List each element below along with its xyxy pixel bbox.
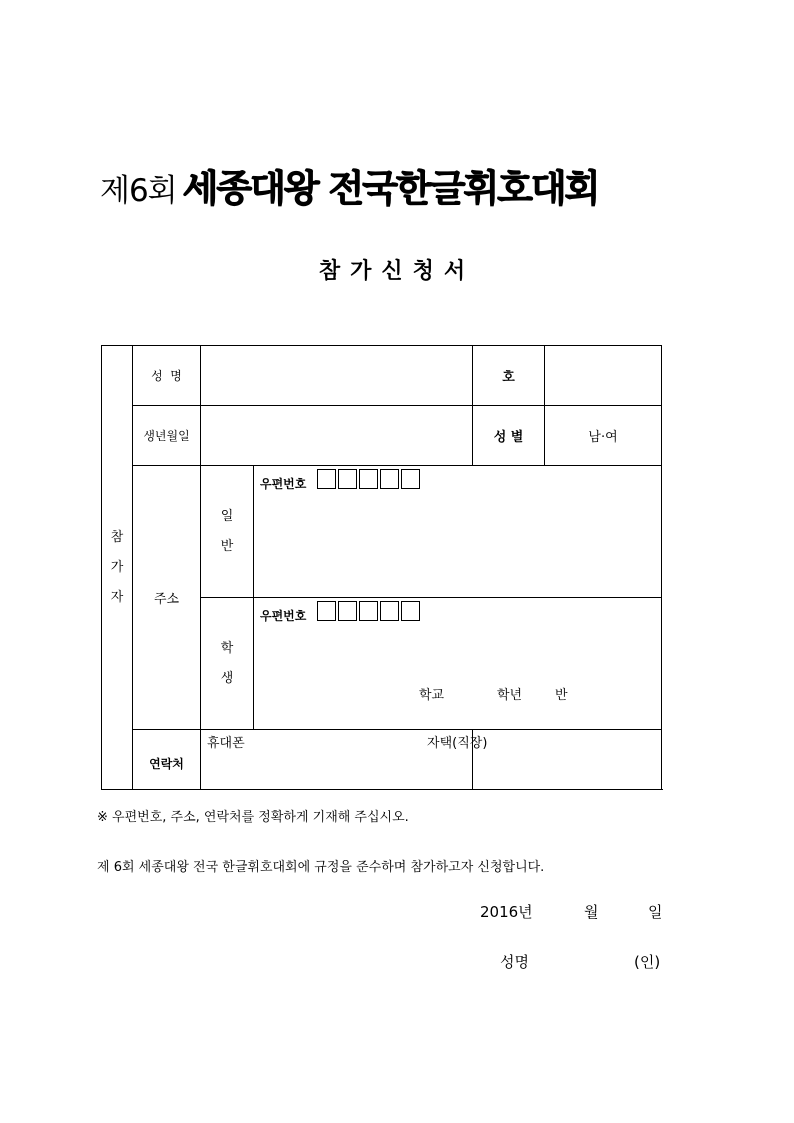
title-prefix: 제6회	[100, 173, 177, 209]
application-form-table	[101, 345, 662, 790]
ho-label: 호	[473, 346, 545, 406]
postal-code-label: 우편번호	[260, 477, 307, 491]
side-label-char: 참	[110, 529, 124, 545]
general-label	[201, 466, 254, 598]
mobile-label: 휴대폰	[207, 736, 245, 751]
contact-label: 연락처	[133, 730, 201, 790]
student-address-cell[interactable]	[254, 598, 662, 730]
school-label: 학교	[419, 688, 445, 703]
postal-digit-box[interactable]	[401, 601, 420, 621]
side-label-char: 가	[110, 559, 124, 575]
student-label-char: 학	[220, 640, 234, 656]
date-day: 일	[648, 903, 663, 921]
postal-code-boxes[interactable]	[317, 469, 422, 489]
name-input-cell[interactable]	[201, 346, 473, 406]
date-year: 2016년	[480, 903, 533, 921]
birth-label: 생년월일	[133, 406, 201, 466]
mobile-cell[interactable]	[201, 730, 473, 790]
postal-digit-box[interactable]	[380, 469, 399, 489]
student-label-char: 생	[220, 670, 234, 686]
title-main: 세종대왕 전국한글휘호대회	[182, 167, 599, 210]
postal-digit-box[interactable]	[359, 601, 378, 621]
contest-title	[100, 158, 680, 208]
grade-label: 학년	[497, 688, 523, 703]
form-subtitle: 참가신청서	[318, 259, 476, 284]
postal-digit-box[interactable]	[359, 469, 378, 489]
notice-text: ※ 우편번호, 주소, 연락처를 정확하게 기재해 주십시오.	[97, 810, 409, 825]
signature-name-label: 성명	[500, 953, 529, 971]
date-month: 월	[584, 903, 599, 921]
postal-code-label: 우편번호	[260, 609, 307, 623]
postal-digit-box[interactable]	[338, 601, 357, 621]
seal-mark: (인)	[634, 953, 661, 971]
postal-digit-box[interactable]	[380, 601, 399, 621]
gender-label: 성 별	[473, 406, 545, 466]
postal-digit-box[interactable]	[338, 469, 357, 489]
school-info-line	[419, 684, 568, 703]
general-label-char: 일	[220, 508, 234, 524]
student-label	[201, 598, 254, 730]
side-label-char: 자	[110, 589, 124, 605]
postal-digit-box[interactable]	[317, 601, 336, 621]
address-label: 주소	[133, 466, 201, 730]
home-phone-cell[interactable]	[427, 730, 662, 790]
class-label: 반	[555, 688, 568, 703]
home-phone-label: 자택(직장)	[427, 736, 488, 751]
postal-digit-box[interactable]	[317, 469, 336, 489]
declaration-text: 제 6회 세종대왕 전국 한글휘호대회에 규정을 준수하며 참가하고자 신청합니다.	[97, 860, 545, 875]
postal-code-boxes[interactable]	[317, 601, 422, 621]
participant-side-label	[102, 346, 133, 790]
general-address-cell[interactable]	[254, 466, 662, 598]
birth-input-cell[interactable]	[201, 406, 473, 466]
name-label: 성 명	[133, 346, 201, 406]
ho-input-cell[interactable]	[545, 346, 662, 406]
gender-options[interactable]: 남·여	[545, 406, 662, 466]
general-label-char: 반	[220, 538, 234, 554]
postal-digit-box[interactable]	[401, 469, 420, 489]
